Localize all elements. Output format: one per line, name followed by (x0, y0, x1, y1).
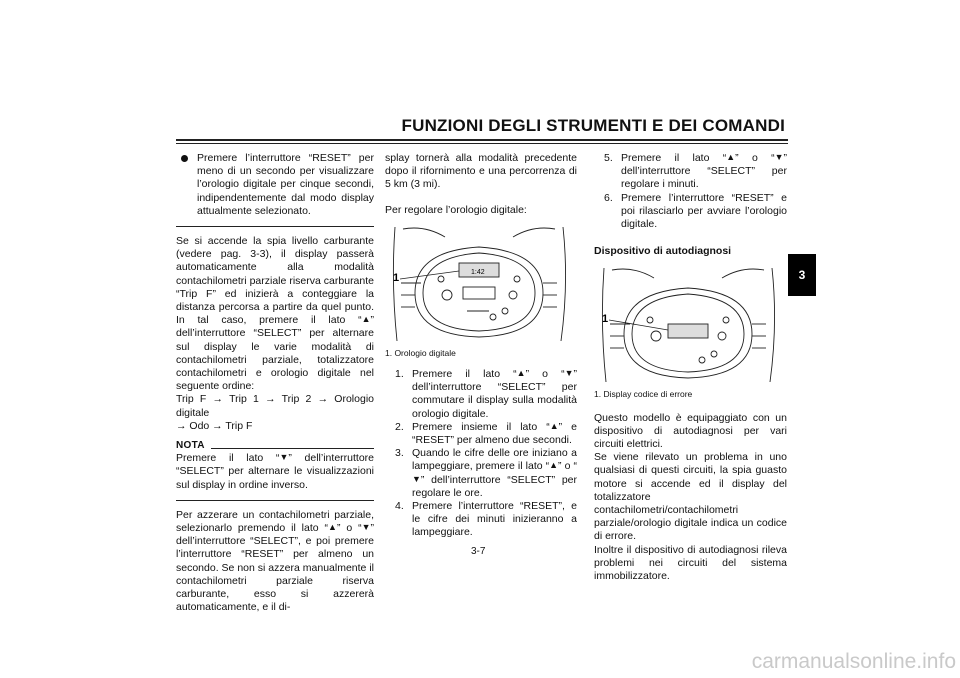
paragraph: Per regolare l’orologio digitale: (385, 203, 527, 216)
down-triangle-icon: ▼ (412, 473, 421, 484)
list-item: 3. Quando le cifre delle ore iniziano a lampeggiare, premere il lato “▲” o “▼” dell’interruttore “SELECT” per regolare le ore. (395, 447, 577, 499)
list-item: 4. Premere l’interruttore “RESET”, e le cifre dei minuti inizieranno a lampeggiare. (395, 500, 577, 539)
section-heading: Dispositivo di autodiagnosi (594, 245, 732, 258)
paragraph: Questo modello è equipaggiato con un dispositivo di autodiagnosi per vari circuiti elettrici. Se viene rilevato un problema in uno qualsiasi di questi circuiti, la spia guasto motore si accende ed il display del totalizzatore contachilometri/contachilometri parziale/orologio digitale indica un codice di errore. Inoltre il dispositivo di autodiagnosi rileva problemi nei circuiti del sistema immobilizzatore. (594, 411, 787, 583)
title-rule (176, 139, 788, 141)
paragraph: Per azzerare un contachilometri parziale, selezionarlo premendo il lato “▲” o “▼” dell’interruttore “SELECT”, e poi premere l’interruttore “RESET” per almeno un secondo. Se non si azzera manualmente il contachilometri parziale riserva carburante, esso si azzererà automaticamente, e il di- (176, 508, 374, 614)
paragraph: Se si accende la spia livello carburante (vedere pag. 3-3), il display passerà automaticamente alla modalità contachilometri parziale riserva carburante “Trip F” ed inizierà a conteggiare la distanza percorsa a partire da quel punto. In tal caso, premere il lato “▲” dell’interruttore “SELECT” per alternare sul display le varie modalità di contachilometri parziale, totalizzatore contachilometri e orologio digitale nel seguente ordine: Trip F → Trip 1 → Trip 2 → Orologio digitale → Odo → Trip F (176, 235, 374, 432)
divider (176, 226, 374, 227)
watermark: carmanualsonline.info (751, 650, 956, 673)
list-item: 1. Premere il lato “▲” o “▼” dell’interruttore “SELECT” per commutare il display sulla modalità orologio digitale. (395, 368, 578, 420)
page-number: 3-7 (471, 546, 486, 557)
down-triangle-icon: ▼ (774, 152, 784, 162)
figure-caption: 1. Display codice di errore (594, 389, 693, 400)
bullet-dot-icon (181, 155, 188, 162)
list-item: 5. Premere il lato “▲” o “▼” dell’interruttore “SELECT” per regolare i minuti. (604, 152, 787, 191)
speedometer-figure-error (594, 264, 782, 384)
speedometer-figure-clock (385, 223, 573, 343)
callout-number: 1 (602, 313, 609, 326)
callout-number: 1 (393, 271, 400, 284)
speedometer-illustration (385, 223, 573, 343)
note-rule (211, 448, 374, 449)
chapter-tab: 3 (788, 254, 816, 296)
column-1 (176, 152, 374, 615)
paragraph: splay tornerà alla modalità precedente dopo il rifornimento e una percorrenza di 5 km (3 mi). (385, 152, 577, 191)
up-triangle-icon: ▲ (328, 522, 337, 533)
steps-list (594, 152, 787, 231)
list-item: 6. Premere l’interruttore “RESET” e poi rilasciarlo per avviare l’orologio digitale. (604, 191, 787, 231)
note-text: Premere il lato “▼” dell’interruttore “SELECT” per alternare le visualizzazioni sul display in ordine inverso. (176, 452, 374, 491)
list-item: 2. Premere insieme il lato “▲” e “RESET” per almeno due secondi. (395, 420, 578, 447)
down-triangle-icon: ▼ (361, 522, 371, 533)
up-triangle-icon: ▲ (516, 368, 526, 379)
up-triangle-icon: ▲ (726, 152, 736, 162)
up-triangle-icon: ▲ (361, 314, 371, 325)
speedometer-illustration (594, 264, 782, 384)
title-rule-thin (176, 143, 788, 144)
bullet-text: Premere l’interruttore “RESET” per meno di un secondo per visualizzare l’orologio digitale per cinque secondi, indipendentemente dal modo display attualmente selezionato. (197, 152, 374, 217)
bullet-item (176, 152, 374, 218)
up-triangle-icon: ▲ (549, 420, 559, 431)
up-triangle-icon: ▲ (549, 460, 559, 471)
down-triangle-icon: ▼ (279, 452, 289, 463)
note-heading (176, 439, 374, 452)
clock-display-value: 1:42 (471, 268, 485, 276)
column-3 (594, 152, 787, 583)
steps-list (385, 368, 577, 540)
divider (176, 500, 374, 501)
note-label: NOTA (176, 440, 205, 452)
column-2 (385, 152, 577, 540)
figure-caption: 1. Orologio digitale (385, 347, 456, 358)
down-triangle-icon: ▼ (564, 368, 574, 379)
page-title: FUNZIONI DEGLI STRUMENTI E DEI COMANDI (401, 116, 785, 135)
